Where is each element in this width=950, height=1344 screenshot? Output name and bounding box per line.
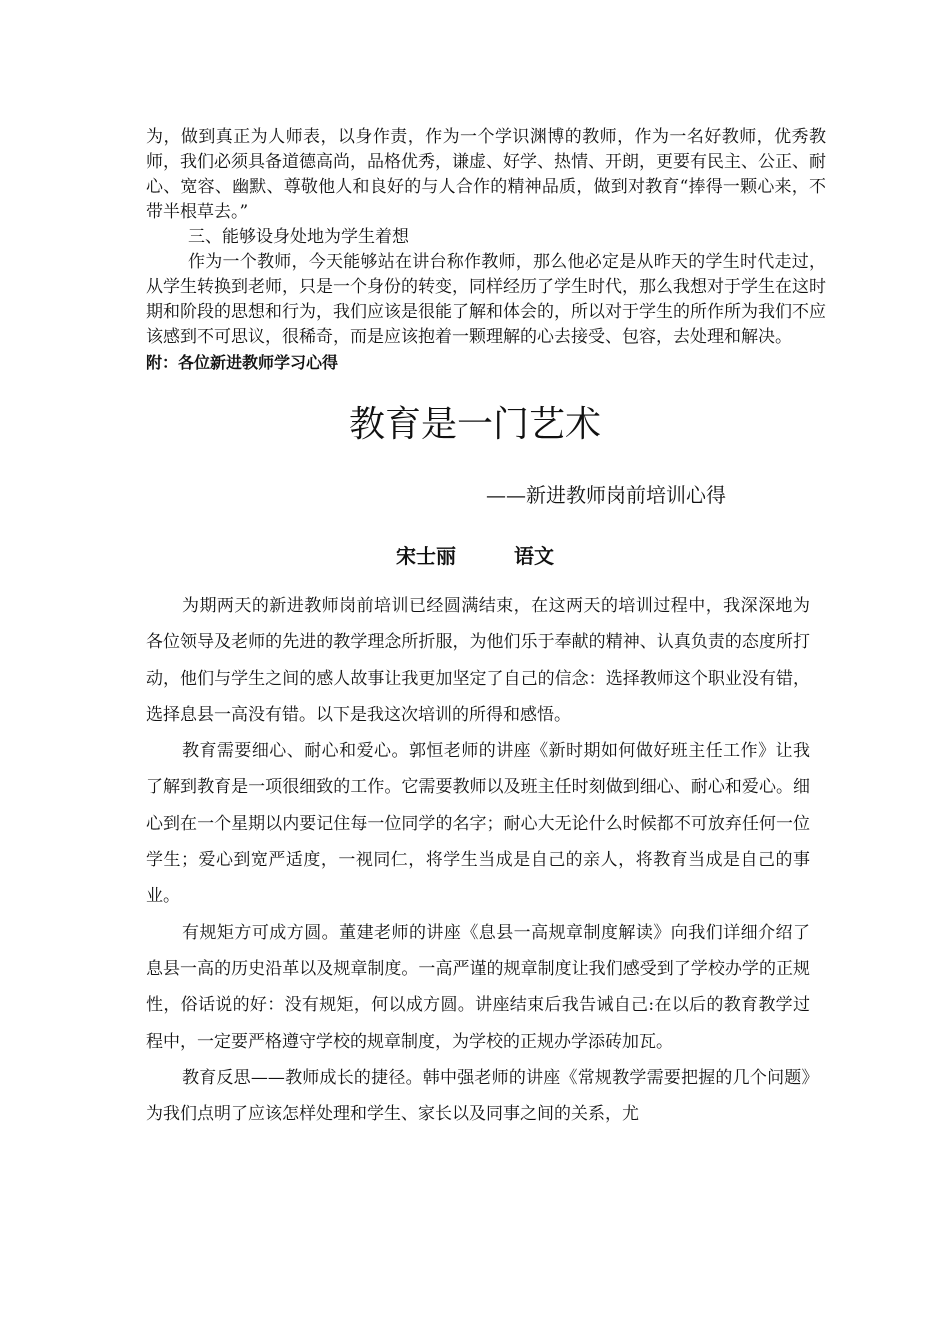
article-body [146,588,810,1132]
appendix-label: 附：各位新进教师学习心得 [146,353,339,372]
body-paragraph-rules: 有规矩方可成方圆。董建老师的讲座《息县一高规章制度解读》向我们详细介绍了息县一高的历史沿革以及规章制度。一高严谨的规章制度让我们感受到了学校办学的正规性，俗话说的好：没有规矩，何以成方圆。讲座结束后我告诫自己:在以后的教育教学过程中，一定要严格遵守学校的规章制度，为学校的正规办学添砖加瓦。 [146,922,810,1052]
body-paragraph-care: 教育需要细心、耐心和爱心。郭恒老师的讲座《新时期如何做好班主任工作》让我了解到教育是一项很细致的工作。它需要教师以及班主任时刻做到细心、耐心和爱心。细心到在一个星期以内要记住每一位同学的名字；耐心大无论什么时候都不可放弃任何一位学生；爱心到宽严适度，一视同仁，将学生当成是自己的亲人，将教育当成是自己的事业。 [146,741,810,907]
paragraph-empathy: 作为一个教师，今天能够站在讲台称作教师，那么他必定是从昨天的学生时代走过，从学生转换到老师，只是一个身份的转变，同样经历了学生时代，那么我想对于学生在这时期和阶段的思想和行为，我们应该是很能了解和体会的，所以对于学生的所作所为我们不应该感到不可思议，很稀奇，而是应该抱着一颗理解的心去接受、包容，去处理和解决。 [146,252,826,347]
author-line [0,540,950,572]
author-subject: 语文 [514,544,554,568]
body-paragraph-intro: 为期两天的新进教师岗前培训已经圆满结束，在这两天的培训过程中，我深深地为各位领导及老师的先进的教学理念所折服，为他们乐于奉献的精神、认真负责的态度所打动，他们与学生之间的感人故事让我更加坚定了自己的信念：选择教师这个职业没有错，选择息县一高没有错。以下是我这次培训的所得和感悟。 [146,596,810,725]
body-paragraph-reflection: 教育反思——教师成长的捷径。韩中强老师的讲座《常规教学需要把握的几个问题》为我们点明了应该怎样处理和学生、家长以及同事之间的关系，尤 [146,1067,810,1125]
article-title: 教育是一门艺术 [348,404,601,445]
section-heading-3: 三、能够设身处地为学生着想 [188,227,409,247]
paragraph-teacher-ethics: 为，做到真正为人师表，以身作责，作为一个学识渊博的教师，作为一名好教师，优秀教师，我们必须具备道德高尚，品格优秀，谦虚、好学、热情、开朗，更要有民主、公正、耐心、宽容、幽默、尊敬他人和良好的与人合作的精神品质，做到对教育“捧得一颗心来，不带半根草去。” [146,127,826,222]
previous-article-tail [146,125,826,375]
author-name: 宋士丽 [396,544,456,568]
article-subtitle: ——新进教师岗前培训心得 [486,483,726,507]
